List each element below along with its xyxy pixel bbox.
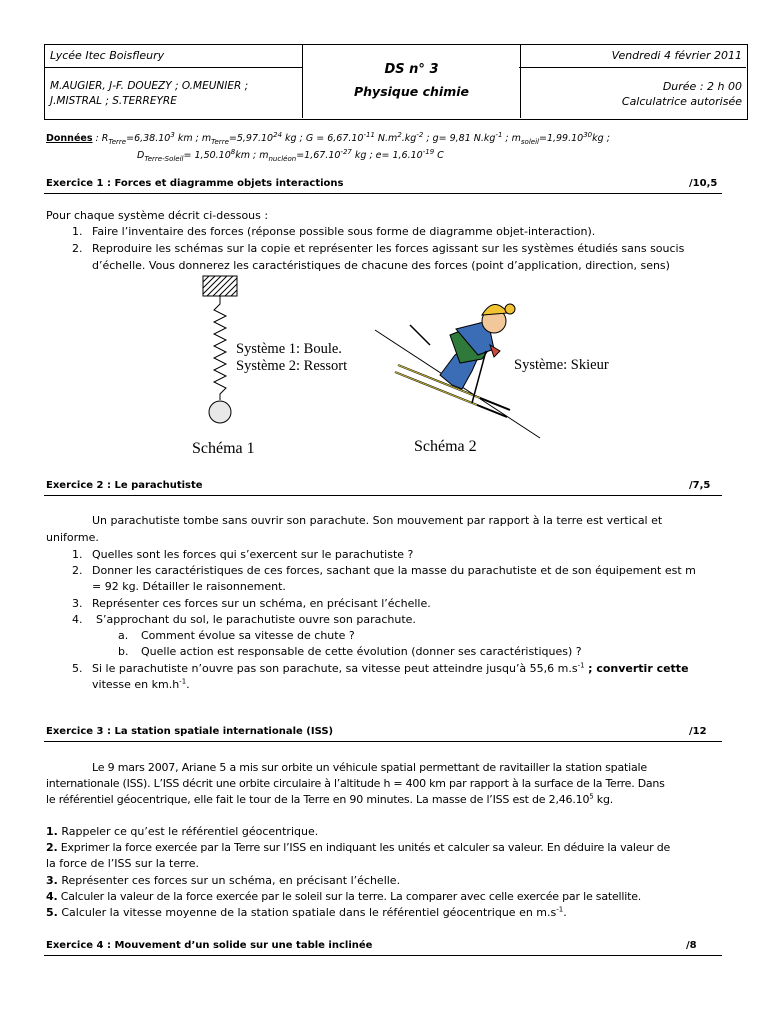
ex1-intro: Pour chaque système décrit ci-dessous : — [46, 209, 269, 222]
fig1-system1-label: Système 1: Boule. — [236, 341, 342, 357]
ex3-title: Exercice 3 : La station spatiale internationale (ISS) — [46, 726, 334, 737]
ex1-item1-num: 1. — [72, 225, 83, 238]
ex3-score: /12 — [689, 726, 707, 737]
ex4-rule — [44, 955, 722, 956]
ex3-p2: internationale (ISS). L’ISS décrit une orbite circulaire à l’altitude h = 400 km par rapport à la surface de la Terre. Dans — [46, 777, 665, 790]
ceiling-hatch — [203, 276, 237, 296]
ex2-q4: S’approchant du sol, le parachutiste ouvre son parachute. — [96, 613, 416, 626]
subject: Physique chimie — [354, 84, 469, 99]
ex1-item1-text: Faire l’inventaire des forces (réponse possible sous forme de diagramme objet-interaction). — [92, 225, 596, 238]
ex2-q2a: Donner les caractéristiques de ces forces, sachant que la masse du parachutiste et de son équipement est m — [92, 564, 696, 577]
ex2-q3: Représenter ces forces sur un schéma, en précisant l’échelle. — [92, 597, 431, 610]
header-col-divider-right — [520, 44, 521, 118]
ex2-intro2: uniforme. — [46, 531, 99, 544]
donnees-line2: $D_{Terre-Soleil}= 1,50.10^8km$ ; $m_{nucléon}=1,67.10^{-27}$ kg ; $e= 1,6.10^{-19}$ C — [137, 147, 444, 163]
ex1-title: Exercice 1 : Forces et diagramme objets interactions — [46, 178, 344, 189]
ex1-item2-text: Reproduire les schémas sur la copie et représenter les forces agissant sur les systèmes étudiés sans soucis — [92, 242, 685, 255]
donnees-label: Données — [46, 133, 93, 144]
ex3-q2a: 2. Exprimer la force exercée par la Terre sur l’ISS en indiquant les unités et calculer sa valeur. En déduire la valeur de — [46, 841, 671, 854]
exam-duration: Durée : 2 h 00 — [662, 80, 742, 93]
schema2-caption: Schéma 2 — [414, 438, 477, 455]
ex1-item2-num: 2. — [72, 242, 83, 255]
ds-title: DS n° 3 — [384, 62, 439, 77]
ex3-rule — [44, 741, 722, 742]
ex2-q2b: = 92 kg. Détailler le raisonnement. — [92, 580, 286, 593]
ex2-q1-num: 1. — [72, 548, 83, 561]
ex2-q2-num: 2. — [72, 564, 83, 577]
teachers-line2: J.MISTRAL ; S.TERREYRE — [50, 95, 177, 107]
ex3-q3: 3. Représenter ces forces sur un schéma, en précisant l’échelle. — [46, 874, 401, 887]
ex4-title: Exercice 4 : Mouvement d’un solide sur une table inclinée — [46, 940, 373, 951]
ex3-q4: 4. Calculer la valeur de la force exercée par le soleil sur la terre. La comparer avec celle exercée par le satellite. — [46, 890, 642, 903]
ex2-q1: Quelles sont les forces qui s’exercent sur le parachutiste ? — [92, 548, 414, 561]
ex3-q2b: la force de l’ISS sur la terre. — [46, 857, 199, 870]
exam-date: Vendredi 4 février 2011 — [611, 49, 742, 62]
teachers-line1: M.AUGIER, J-F. DOUEZY ; O.MEUNIER ; — [50, 80, 249, 92]
fig1-system2-label: Système 2: Ressort — [236, 358, 348, 374]
ball — [209, 401, 231, 423]
ex2-q5-num: 5. — [72, 662, 83, 675]
ex2-q3-num: 3. — [72, 597, 83, 610]
ex2-q4a-num: a. — [118, 629, 129, 642]
ex3-q1: 1. Rappeler ce qu’est le référentiel géocentrique. — [46, 825, 319, 838]
ex3-q5: 5. Calculer la vitesse moyenne de la station spatiale dans le référentiel géocentrique en $m.s^{-1}$. — [46, 905, 567, 919]
ex1-rule — [44, 193, 722, 194]
ex2-rule — [44, 495, 722, 496]
ex1-score: /10,5 — [689, 178, 718, 189]
ex3-p1: Le 9 mars 2007, Ariane 5 a mis sur orbite un véhicule spatial permettant de ravitailler la station spatiale — [92, 761, 647, 774]
calculator-note: Calculatrice autorisée — [621, 95, 742, 108]
ex3-p3: le référentiel géocentrique, elle fait le tour de la Terre en 90 minutes. La masse de l’ISS est de 2,46.10$^5$ kg. — [46, 792, 614, 806]
header-col-divider-left — [302, 44, 303, 118]
ex4-score: /8 — [686, 940, 697, 951]
ex2-score: /7,5 — [689, 480, 711, 491]
ex2-q4b-num: b. — [118, 645, 129, 658]
fig2-system-label: Système: Skieur — [514, 357, 609, 373]
ex1-item2-cont: d’échelle. Vous donnerez les caractéristiques de chacune des forces (point d’application, direction, sens) — [92, 259, 670, 272]
ex2-intro1: Un parachutiste tombe sans ouvrir son parachute. Son mouvement par rapport à la terre est vertical et — [92, 514, 663, 527]
schema1-caption: Schéma 1 — [192, 440, 255, 457]
ex2-q5a: Si le parachutiste n’ouvre pas son parachute, sa vitesse peut atteindre jusqu’à 55,6 $m.s^{-1}$ ; convertir cette — [92, 661, 689, 675]
spring — [214, 296, 226, 400]
donnees-line1: Données : $R_{Terre}=6,38.10^3$ km ; $m_{Terre}=5,97.10^{24}$ kg ; $G = 6,67.10^{-11}$ $N.m^2.kg^{-2}$ ; g= 9,81 $N.kg^{-1}$ ; $m_{soleil}=1,99.10^{30}kg$ ; — [46, 130, 610, 146]
skier — [410, 304, 515, 403]
ex2-q5b: vitesse en $km.h^{-1}$. — [92, 677, 190, 691]
school-name: Lycée Itec Boisfleury — [50, 49, 165, 62]
ex2-q4-num: 4. — [72, 613, 83, 626]
ex2-q4a: Comment évolue sa vitesse de chute ? — [141, 629, 355, 642]
ex2-q4b: Quelle action est responsable de cette évolution (donner ses caractéristiques) ? — [141, 645, 582, 658]
ex2-title: Exercice 2 : Le parachutiste — [46, 480, 203, 491]
